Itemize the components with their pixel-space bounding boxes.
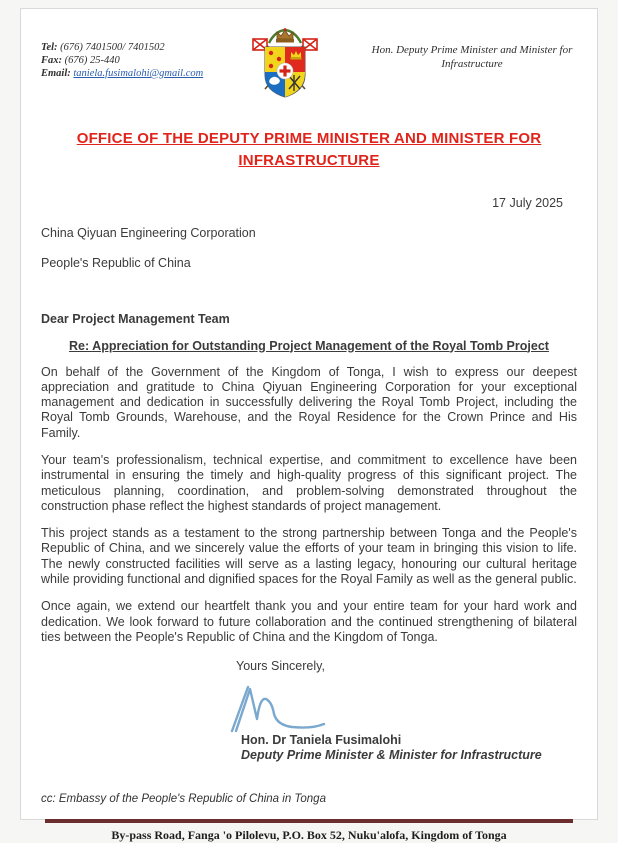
footer-address: By-pass Road, Fanga 'o Pilolevu, P.O. Box 52, Nuku'alofa, Kingdom of Tonga <box>111 828 507 843</box>
fax-value: (676) 25-440 <box>62 55 120 66</box>
letterhead <box>41 39 577 112</box>
body-paragraph-1: On behalf of the Government of the Kingdom of Tonga, I wish to express our deepest appreciation and gratitude to China Qiyuan Engineering Corporation for your exceptional management and dedication in successfully delivering the Royal Tomb Project, including the Royal Tomb Grounds, Warehouse, and the Royal Residence for the Crown Prince and His Family. <box>41 364 577 440</box>
tel-label: Tel: <box>41 42 58 53</box>
recipient-country: People's Republic of China <box>41 255 191 270</box>
body-paragraph-3: This project stands as a testament to the strong partnership between Tonga and the People's Republic of China, and we sincerely value the efforts of your team in bringing this vision to life. The newly constructed facilities will serve as a lasting legacy, honouring our cultural heritage while providing functional and dignified spaces for the Royal Family as well as the general public. <box>41 526 577 587</box>
email-line <box>41 67 203 80</box>
office-title: OFFICE OF THE DEPUTY PRIME MINISTER AND MINISTER FOR INFRASTRUCTURE <box>76 130 542 169</box>
letter-date: 17 July 2025 <box>492 195 563 210</box>
tel-line <box>41 41 203 54</box>
signatory-name: Hon. Dr Taniela Fusimalohi <box>241 733 402 748</box>
tonga-coat-of-arms-icon <box>243 27 327 112</box>
letter-page <box>20 8 598 843</box>
shield <box>265 47 305 97</box>
crown-top <box>276 28 294 42</box>
minister-title: Hon. Deputy Prime Minister and Minister for Infrastructure <box>371 44 573 70</box>
salutation: Dear Project Management Team <box>41 311 230 326</box>
body-paragraph-2: Your team's professionalism, technical expertise, and commitment to excellence have been instrumental in ensuring the timely and high-quality progress of this significant project. The meticulous planning, coordination, and problem-solving demonstrated throughout the construction phase reflect the highest standards of project management. <box>41 452 577 513</box>
tel-value: (676) 7401500/ 7401502 <box>57 42 165 53</box>
fax-line <box>41 54 203 67</box>
footer-divider <box>45 819 573 823</box>
subject-line: Re: Appreciation for Outstanding Project Management of the Royal Tomb Project <box>69 338 549 353</box>
cc-line: cc: Embassy of the People's Republic of China in Tonga <box>41 793 326 806</box>
handwritten-signature-icon <box>224 681 577 733</box>
fax-label: Fax: <box>41 55 62 66</box>
contact-block <box>41 39 203 80</box>
closing-phrase: Yours Sincerely, <box>236 659 325 674</box>
email-link[interactable]: taniela.fusimalohi@gmail.com <box>73 68 204 79</box>
body-paragraph-4: Once again, we extend our heartfelt thank you and your entire team for your hard work and dedication. We look forward to future collaboration and the continued strengthening of bilateral ties between the People's Republic of China and the Kingdom of Tonga. <box>41 599 577 644</box>
recipient-name: China Qiyuan Engineering Corporation <box>41 225 256 240</box>
signatory-title: Deputy Prime Minister & Minister for Infrastructure <box>241 748 542 763</box>
email-label: Email: <box>41 68 71 79</box>
